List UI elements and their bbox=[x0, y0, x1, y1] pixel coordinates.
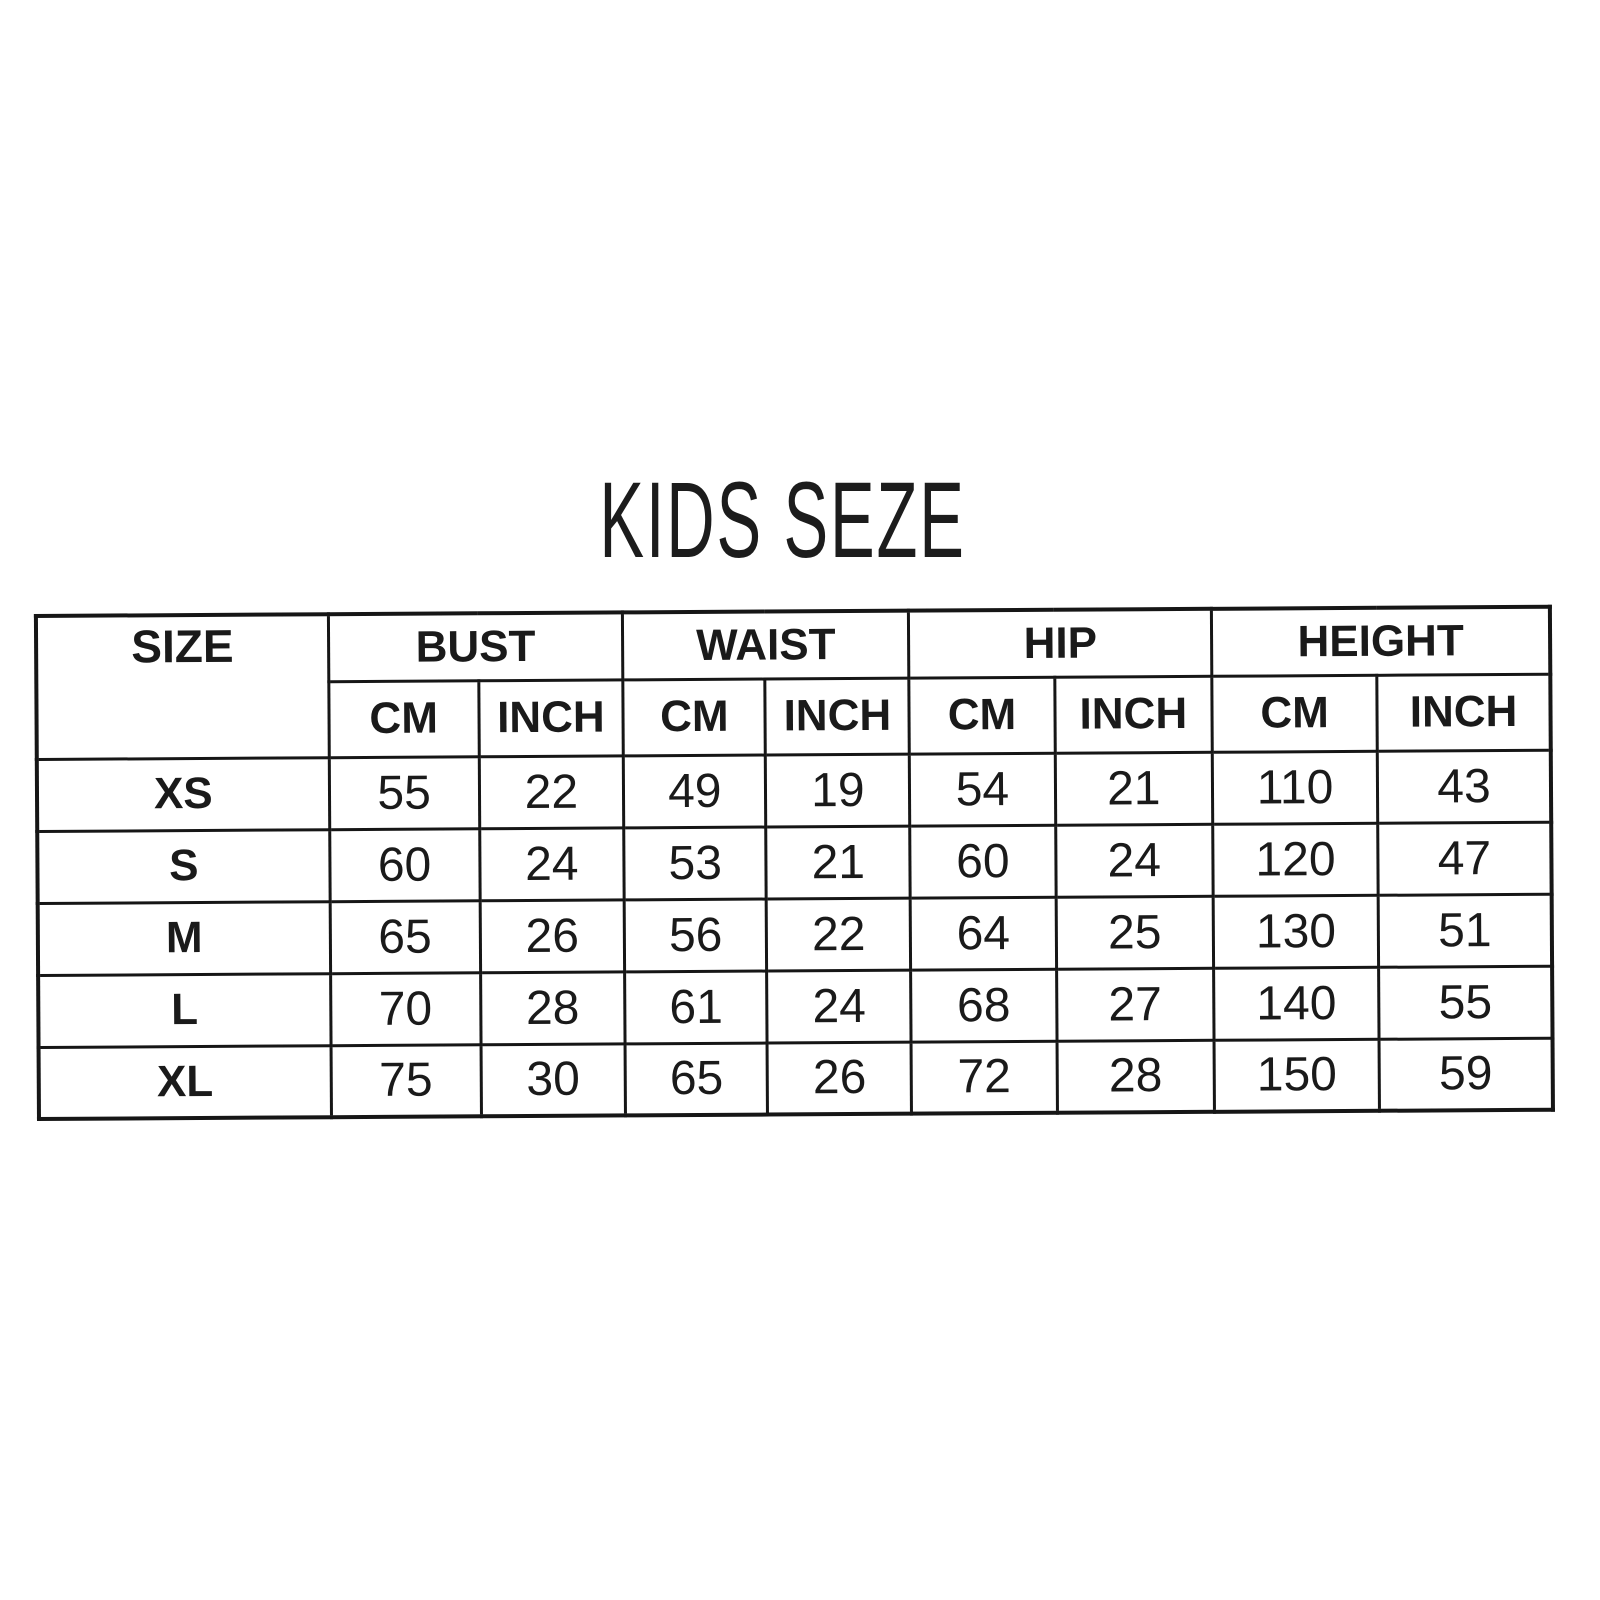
measurement-value: 72 bbox=[911, 1041, 1057, 1114]
measurement-value: 19 bbox=[766, 754, 910, 827]
subheader-bust-inch: INCH bbox=[478, 679, 623, 756]
measurement-value: 110 bbox=[1212, 751, 1377, 824]
measurement-value: 30 bbox=[481, 1043, 626, 1116]
measurement-value: 61 bbox=[625, 971, 768, 1044]
measurement-value: 60 bbox=[910, 825, 1056, 898]
measurement-value: 59 bbox=[1379, 1038, 1553, 1111]
measurement-value: 65 bbox=[625, 1043, 768, 1116]
subheader-waist-inch: INCH bbox=[765, 678, 909, 755]
row-m bbox=[38, 894, 1552, 975]
header-size: SIZE bbox=[36, 614, 329, 759]
measurement-value: 65 bbox=[330, 900, 480, 973]
size-label: XL bbox=[39, 1045, 332, 1119]
subheader-height-cm: CM bbox=[1212, 675, 1377, 752]
subheader-height-inch: INCH bbox=[1377, 674, 1551, 751]
measurement-value: 24 bbox=[479, 827, 624, 900]
measurement-value: 26 bbox=[480, 899, 625, 972]
size-label: L bbox=[38, 973, 331, 1047]
measurement-value: 47 bbox=[1378, 822, 1552, 895]
size-label: S bbox=[37, 829, 330, 903]
header-group-row bbox=[36, 607, 1550, 683]
measurement-value: 49 bbox=[623, 755, 766, 828]
measurement-value: 26 bbox=[767, 1042, 911, 1115]
size-chart-table bbox=[34, 605, 1555, 1121]
row-xs bbox=[37, 750, 1551, 831]
row-s bbox=[37, 822, 1551, 903]
measurement-value: 24 bbox=[1055, 824, 1213, 897]
measurement-value: 22 bbox=[767, 898, 911, 971]
measurement-value: 60 bbox=[329, 828, 479, 901]
page-title-container bbox=[0, 459, 1600, 580]
subheader-waist-cm: CM bbox=[623, 679, 766, 756]
measurement-value: 55 bbox=[329, 756, 479, 829]
measurement-value: 56 bbox=[624, 899, 767, 972]
header-height: HEIGHT bbox=[1211, 607, 1550, 676]
measurement-value: 51 bbox=[1378, 894, 1552, 967]
measurement-value: 130 bbox=[1213, 895, 1378, 968]
subheader-bust-cm: CM bbox=[329, 680, 479, 757]
measurement-value: 22 bbox=[479, 755, 624, 828]
measurement-value: 43 bbox=[1377, 750, 1551, 823]
measurement-value: 27 bbox=[1056, 968, 1214, 1041]
measurement-value: 75 bbox=[331, 1044, 481, 1117]
measurement-value: 53 bbox=[624, 827, 767, 900]
measurement-value: 21 bbox=[1055, 752, 1213, 825]
measurement-value: 140 bbox=[1214, 967, 1379, 1040]
size-chart-container bbox=[34, 605, 1555, 1121]
size-chart-body bbox=[37, 750, 1553, 1119]
measurement-value: 120 bbox=[1213, 823, 1378, 896]
subheader-hip-cm: CM bbox=[909, 677, 1055, 754]
measurement-value: 64 bbox=[910, 897, 1056, 970]
subheader-hip-inch: INCH bbox=[1054, 676, 1212, 753]
measurement-value: 68 bbox=[911, 969, 1057, 1042]
row-l bbox=[38, 966, 1552, 1047]
measurement-value: 55 bbox=[1379, 966, 1553, 1039]
measurement-value: 25 bbox=[1056, 896, 1214, 969]
header-waist: WAIST bbox=[623, 611, 910, 680]
measurement-value: 54 bbox=[910, 753, 1056, 826]
measurement-value: 24 bbox=[767, 970, 911, 1043]
measurement-value: 150 bbox=[1214, 1039, 1379, 1112]
size-chart-header bbox=[36, 607, 1551, 759]
row-xl bbox=[39, 1038, 1553, 1119]
header-hip: HIP bbox=[909, 609, 1212, 678]
measurement-value: 28 bbox=[480, 971, 625, 1044]
measurement-value: 70 bbox=[330, 972, 480, 1045]
page-title: KIDS SEZE bbox=[599, 459, 967, 580]
measurement-value: 28 bbox=[1057, 1040, 1215, 1113]
size-label: XS bbox=[37, 757, 330, 831]
size-label: M bbox=[38, 901, 331, 975]
header-bust: BUST bbox=[328, 612, 623, 681]
measurement-value: 21 bbox=[766, 826, 910, 899]
